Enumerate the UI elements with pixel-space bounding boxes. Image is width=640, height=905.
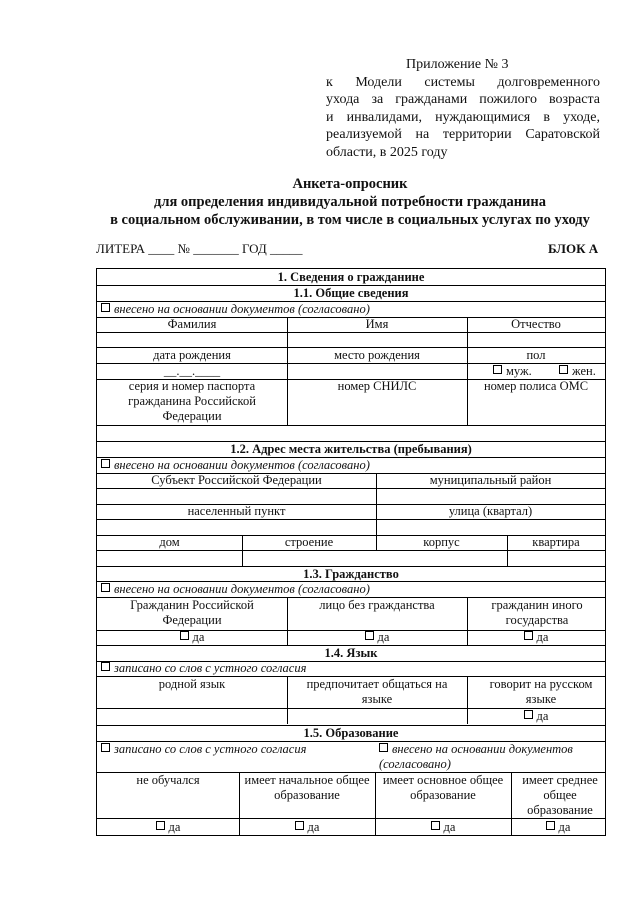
subsection-title: 1.2. Адрес места жительства (пребывания) — [230, 442, 472, 456]
agreement-note[interactable]: записано со слов с устного согласия — [101, 661, 601, 676]
apartment-label: квартира — [532, 535, 580, 549]
sex-label: пол — [526, 348, 546, 362]
litera-field[interactable]: ЛИТЕРА ____ № _______ ГОД _____ — [96, 241, 303, 256]
checkbox-icon[interactable] — [180, 631, 189, 640]
citizenship-rf-yes[interactable]: да — [97, 630, 287, 645]
form-subtitle: в социальном обслуживании, в том числе в социальных услугах по уходу — [110, 212, 590, 228]
russian-language-label: говорит на русском языке — [489, 677, 593, 706]
subsection-title: 1.4. Язык — [324, 646, 378, 660]
foreign-citizen-label: гражданин иного государства — [491, 598, 583, 627]
checkbox-icon[interactable] — [295, 821, 304, 830]
checkbox-icon[interactable] — [156, 821, 165, 830]
appendix-number: Приложение № 3 — [406, 57, 509, 72]
section-title: 1. Сведения о гражданине — [277, 270, 425, 284]
foreign-citizen-yes[interactable]: да — [467, 630, 605, 645]
dob-input[interactable]: __.__.____ — [163, 364, 221, 378]
preferred-language-label: предпочитает общаться на языке — [306, 677, 448, 706]
appendix-line: и инвалидами, нуждающимися в уходе, — [326, 109, 600, 125]
documents-note[interactable]: внесено на основании документов (согласовано) — [379, 742, 573, 771]
oral-consent-note[interactable]: записано со слов с устного согласия — [101, 742, 371, 757]
checkbox-icon[interactable] — [101, 662, 110, 671]
checkbox-icon[interactable] — [431, 821, 440, 830]
surname-label: Фамилия — [167, 317, 217, 331]
education-basic-yes[interactable]: да — [375, 820, 511, 835]
education-none-label: не обучался — [136, 773, 200, 787]
checkbox-icon[interactable] — [101, 303, 110, 312]
education-none-yes[interactable]: да — [97, 820, 239, 835]
checkbox-icon[interactable] — [365, 631, 374, 640]
building-label: строение — [284, 535, 334, 549]
checkbox-icon[interactable] — [559, 365, 568, 374]
passport-label: серия и номер паспорта гражданина Российской Федерации — [128, 379, 256, 423]
checkbox-icon[interactable] — [101, 459, 110, 468]
checkbox-icon[interactable] — [379, 743, 388, 752]
education-secondary-label: имеет среднее общее образование — [522, 773, 598, 817]
subsection-title: 1.1. Общие сведения — [293, 286, 409, 300]
subject-label: Субъект Российской Федерации — [151, 473, 322, 487]
checkbox-icon[interactable] — [546, 821, 555, 830]
education-secondary-yes[interactable]: да — [511, 820, 605, 835]
appendix-block — [326, 56, 600, 162]
russian-language-yes[interactable]: да — [467, 709, 605, 724]
appendix-line: к Модели системы долговременного — [326, 74, 600, 90]
block-label: БЛОК А — [548, 241, 599, 256]
form-title: Анкета-опросник — [292, 176, 408, 192]
sex-male-option[interactable]: муж. — [493, 364, 553, 379]
appendix-line: реализуемой на территории Саратовской — [326, 127, 600, 143]
checkbox-icon[interactable] — [493, 365, 502, 374]
stateless-yes[interactable]: да — [287, 630, 467, 645]
subsection-title: 1.5. Образование — [303, 726, 399, 740]
appendix-line: ухода за гражданами пожилого возраста — [326, 92, 600, 108]
house-label: дом — [159, 535, 180, 549]
appendix-line: области, в 2025 году — [326, 144, 448, 160]
sex-female-option[interactable]: жен. — [559, 364, 605, 379]
citizenship-rf-label: Гражданин Российской Федерации — [130, 598, 254, 627]
education-primary-label: имеет начальное общее образование — [244, 773, 370, 802]
oms-label: номер полиса ОМС — [483, 379, 589, 393]
snils-label: номер СНИЛС — [337, 379, 417, 393]
stateless-label: лицо без гражданства — [319, 598, 435, 612]
agreement-note[interactable]: внесено на основании документов (согласовано) — [101, 302, 601, 317]
education-primary-yes[interactable]: да — [239, 820, 375, 835]
corpus-label: корпус — [423, 535, 460, 549]
pob-label: место рождения — [334, 348, 420, 362]
citizen-form-table — [96, 268, 606, 836]
street-label: улица (квартал) — [448, 504, 533, 518]
checkbox-icon[interactable] — [524, 631, 533, 640]
checkbox-icon[interactable] — [101, 583, 110, 592]
name-label: Имя — [365, 317, 389, 331]
patronymic-label: Отчество — [511, 317, 561, 331]
form-subtitle: для определения индивидуальной потребности гражданина — [153, 194, 547, 210]
locality-label: населенный пункт — [187, 504, 286, 518]
district-label: муниципальный район — [429, 473, 552, 487]
dob-label: дата рождения — [153, 348, 231, 362]
agreement-note[interactable]: внесено на основании документов (согласовано) — [101, 458, 601, 473]
checkbox-icon[interactable] — [101, 743, 110, 752]
native-language-label: родной язык — [158, 677, 226, 691]
checkbox-icon[interactable] — [524, 710, 533, 719]
education-basic-label: имеет основное общее образование — [382, 773, 504, 802]
agreement-note[interactable]: внесено на основании документов (согласовано) — [101, 582, 601, 597]
subsection-title: 1.3. Гражданство — [303, 567, 399, 581]
